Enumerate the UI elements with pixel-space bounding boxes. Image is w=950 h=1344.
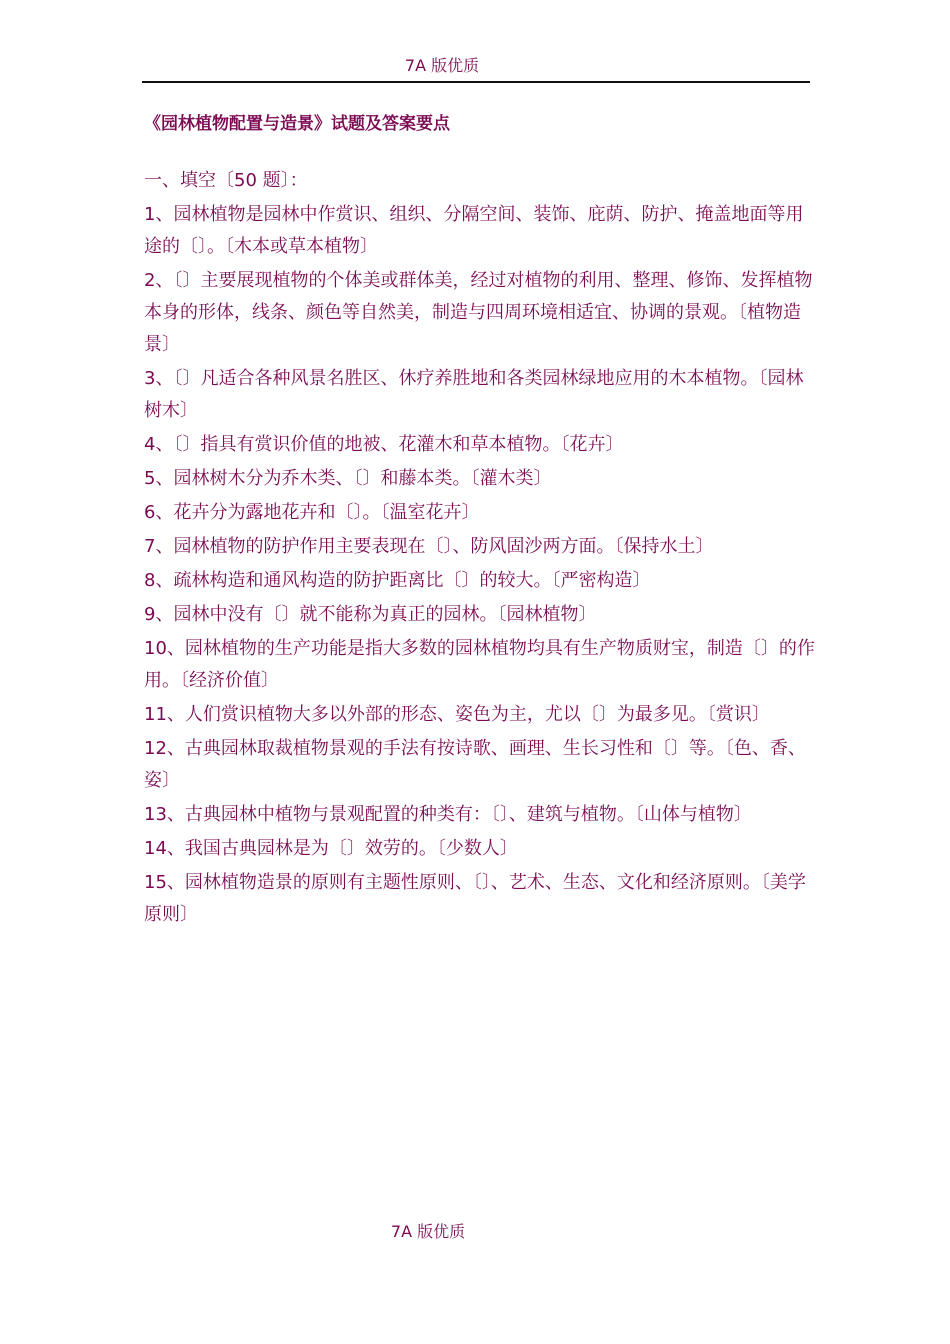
section-title: 一、填空〔50 题〕： <box>144 170 308 191</box>
question-item: 10、园林植物的生产功能是指大多数的园林植物均具有生产物质财宝，制造〔〕的作用。〔经济价值〕 <box>144 638 815 691</box>
question-item: 2、〔〕主要展现植物的个体美或群体美，经过对植物的利用、整理、修饰、发挥植物本身的形体，线条、颜色等自然美，制造与四周环境相适宜、协调的景观。〔植物造景〕 <box>144 270 813 355</box>
page-header: 7A 版优质 <box>404 56 480 75</box>
question-item: 3、〔〕凡适合各种风景名胜区、休疗养胜地和各类园林绿地应用的木本植物。〔园林树木〕 <box>144 368 804 421</box>
document-title: 《园林植物配置与造景》试题及答案要点 <box>144 114 450 134</box>
question-item: 11、人们赏识植物大多以外部的形态、姿色为主，尤以〔〕为最多见。〔赏识〕 <box>144 704 770 725</box>
header-divider <box>142 81 810 83</box>
question-item: 7、园林植物的防护作用主要表现在〔〕、防风固沙两方面。〔保持水土〕 <box>144 536 714 557</box>
question-item: 9、园林中没有〔〕就不能称为真正的园林。〔园林植物〕 <box>144 604 597 625</box>
question-item: 4、〔〕指具有赏识价值的地被、花灌木和草本植物。〔花卉〕 <box>144 434 624 455</box>
question-item: 15、园林植物造景的原则有主题性原则、〔〕、艺术、生态、文化和经济原则。〔美学原则〕 <box>144 872 806 925</box>
page-footer: 7A 版优质 <box>390 1222 466 1241</box>
question-item: 5、园林树木分为乔木类、〔〕和藤本类。〔灌木类〕 <box>144 468 552 489</box>
question-list <box>144 199 816 933</box>
question-item: 8、疏林构造和通风构造的防护距离比〔〕的较大。〔严密构造〕 <box>144 570 651 591</box>
question-item: 14、我国古典园林是为〔〕效劳的。〔少数人〕 <box>144 838 518 859</box>
question-item: 6、花卉分为露地花卉和〔〕。〔温室花卉〕 <box>144 502 480 523</box>
question-item: 12、古典园林取裁植物景观的手法有按诗歌、画理、生长习性和〔〕等。〔色、香、姿〕 <box>144 738 806 791</box>
question-item: 1、园林植物是园林中作赏识、组织、分隔空间、装饰、庇荫、防护、掩盖地面等用途的〔〕。〔木本或草本植物〕 <box>144 204 804 257</box>
question-item: 13、古典园林中植物与景观配置的种类有：〔〕、建筑与植物。〔山体与植物〕 <box>144 804 752 825</box>
